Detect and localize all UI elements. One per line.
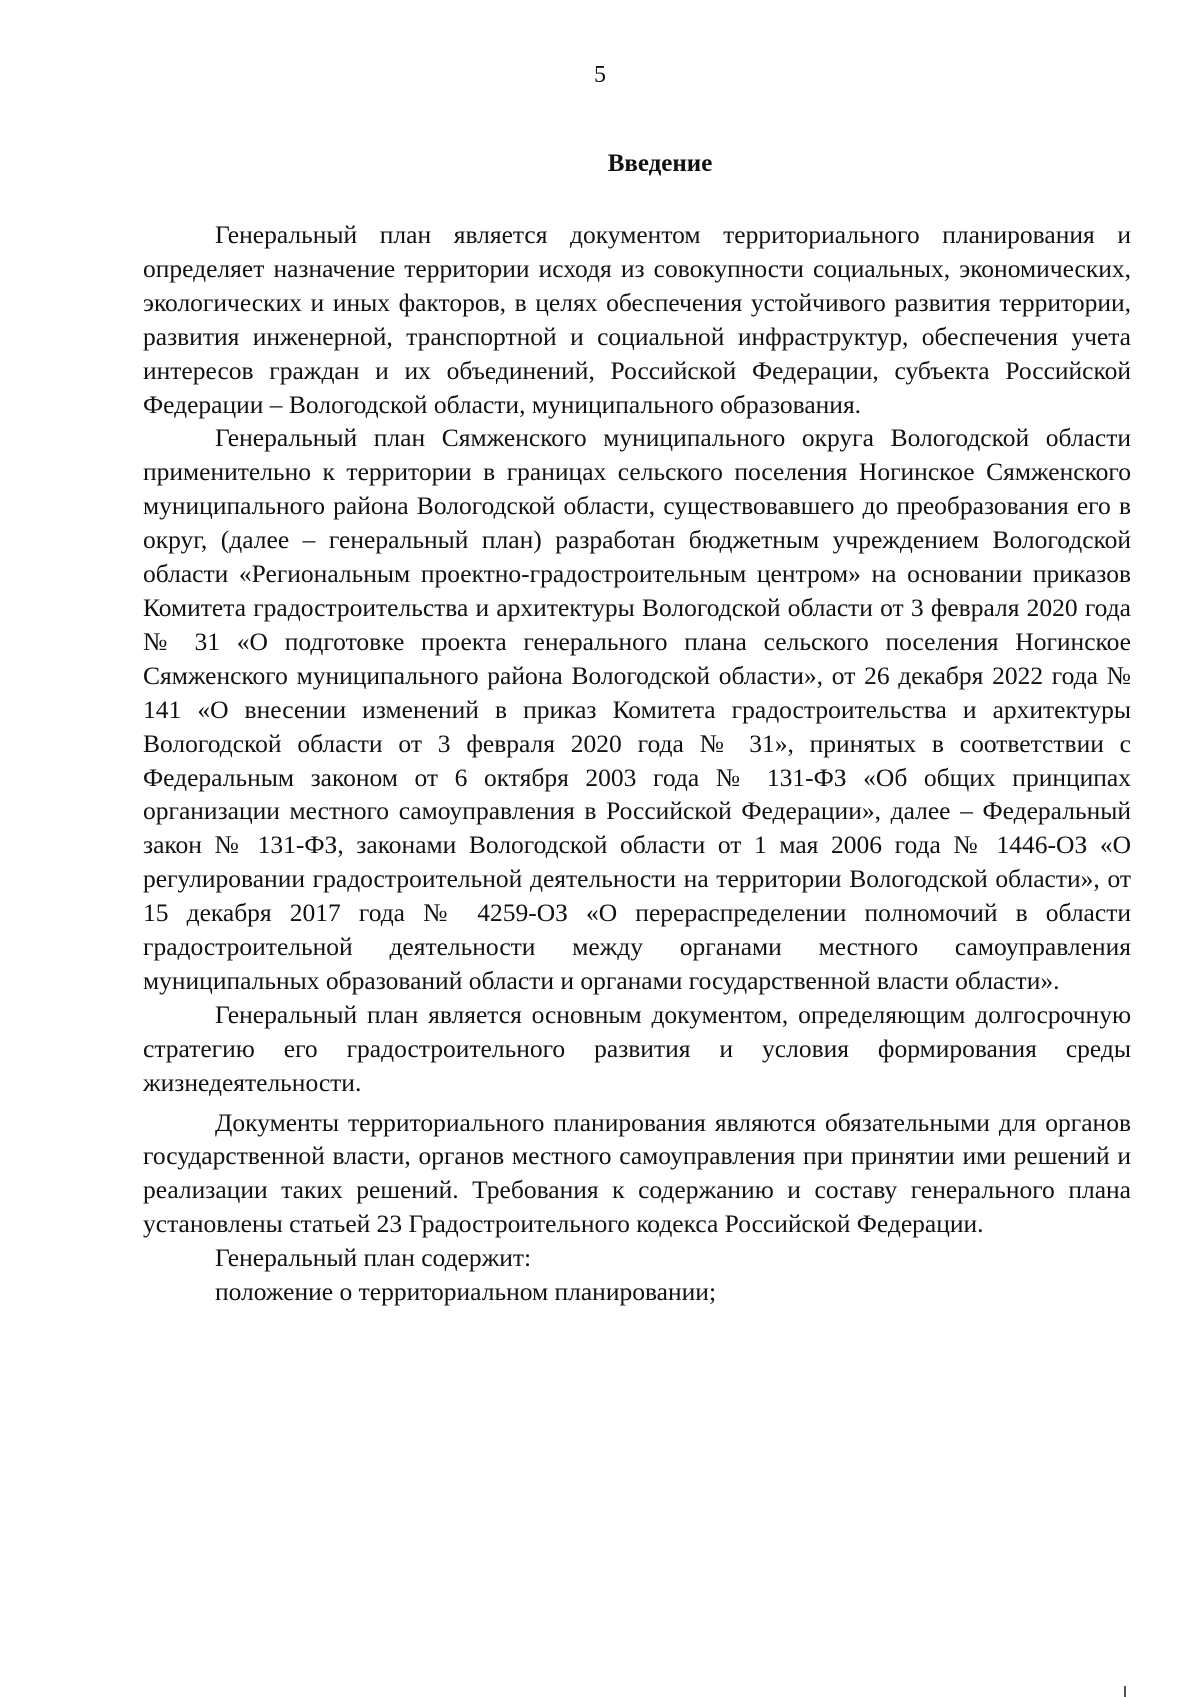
section-heading: Введение: [607, 150, 713, 177]
contents-item: положение о территориальном планировании;: [215, 1277, 717, 1307]
paragraph-definition: Генеральный план является документом территориального планирования и определяет назначение территории исходя из совокупности социальных, экономических, экологических и иных факторов, в целях обеспечения устойчивого развития территории, развития инженерной, транспортной и социальной инфраструктур, обеспечения учета интересов граждан и их объединений, Российской Федерации, субъекта Российской Федерации – Вологодской области, муниципального образования.: [143, 220, 1131, 419]
scan-mark: [1124, 1686, 1126, 1697]
document-body: [143, 218, 1131, 1309]
contents-intro: Генеральный план содержит:: [215, 1243, 532, 1273]
paragraph-development-basis: Генеральный план Сямженского муниципального округа Вологодской области применительно к территории в границах сельского поселения Ногинское Сямженского муниципального района Вологодской области, существовавшего до преобразования его в округ, (далее – генеральный план) разработан бюджетным учреждением Вологодской области «Региональным проектно-градостроительным центром» на основании приказов Комитета градостроительства и архитектуры Вологодской области от 3 февраля 2020 года № 31 «О подготовке проекта генерального плана сельского поселения Ногинское Сямженского муниципального района Вологодской области», от 26 декабря 2022 года № 141 «О внесении изменений в приказ Комитета градостроительства и архитектуры Вологодской области от 3 февраля 2020 года № 31», принятых в соответствии с Федеральным законом от 6 октября 2003 года № 131-ФЗ «Об общих принципах организации местного самоуправления в Российской Федерации», далее – Федеральный закон № 131-ФЗ, законами Вологодской области от 1 мая 2006 года № 1446-ОЗ «О регулировании градостроительной деятельности на территории Вологодской области», от 15 декабря 2017 года № 4259-ОЗ «О перераспределении полномочий в области градостроительной деятельности между органами местного самоуправления муниципальных образований области и органами государственной власти области».: [143, 423, 1131, 995]
paragraph-requirements: Документы территориального планирования являются обязательными для органов государственной власти, органов местного самоуправления при принятии ими решений и реализации таких решений. Требования к содержанию и составу генерального плана установлены статьей 23 Градостроительного кодекса Российской Федерации.: [143, 1107, 1131, 1239]
paragraph-strategy: Генеральный план является основным документом, определяющим долгосрочную стратегию его градостроительного развития и условия формирования среды жизнедеятельности.: [143, 999, 1131, 1097]
page-number: 5: [594, 62, 606, 88]
